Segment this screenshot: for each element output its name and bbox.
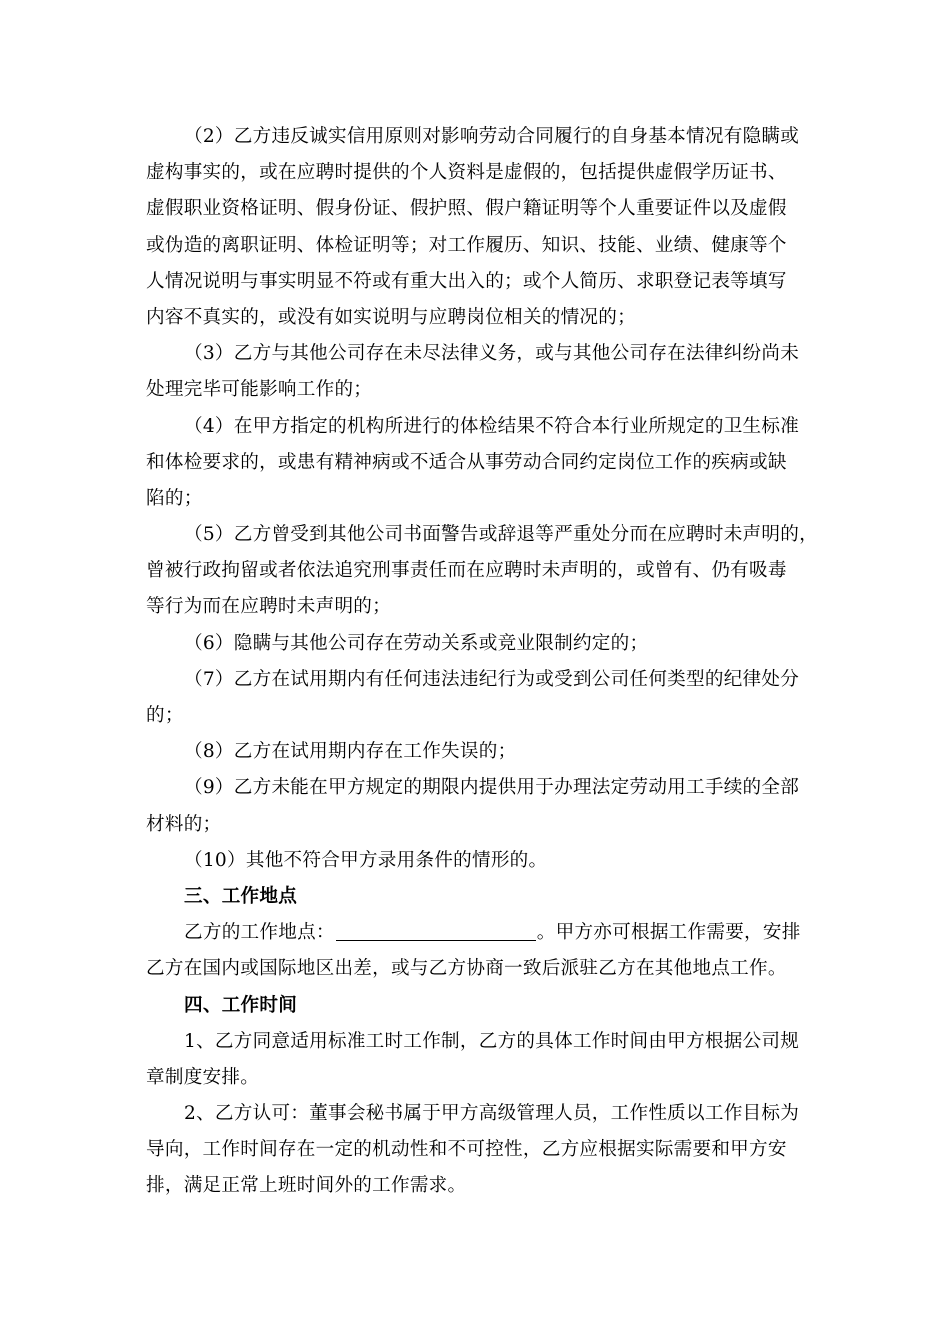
paragraph-line: 等行为而在应聘时未声明的； (146, 596, 391, 618)
work-location-text: 。甲方亦可根据工作需要，安排 (536, 922, 801, 944)
work-location-blank (336, 920, 536, 941)
paragraph-line: 处理完毕可能影响工作的； (146, 379, 373, 401)
paragraph-line: 导向，工作时间存在一定的机动性和不可控性，乙方应根据实际需要和甲方安 (146, 1139, 787, 1161)
section-heading-work-location: 三、工作地点 (184, 885, 298, 907)
paragraph-line: （7）乙方在试用期内有任何违法违纪行为或受到公司任何类型的纪律处分 (184, 668, 800, 690)
paragraph-line: （3）乙方与其他公司存在未尽法律义务，或与其他公司存在法律纠纷尚未 (184, 343, 800, 365)
paragraph-line: （6）隐瞒与其他公司存在劳动关系或竞业限制约定的； (184, 632, 649, 654)
paragraph-line: （9）乙方未能在甲方规定的期限内提供用于办理法定劳动用工手续的全部 (184, 777, 800, 799)
paragraph-line: 内容不真实的，或没有如实说明与应聘岗位相关的情况的； (146, 306, 636, 328)
paragraph-line: 虚假职业资格证明、假身份证、假护照、假户籍证明等个人重要证件以及虚假 (146, 198, 787, 220)
section-heading-work-hours: 四、工作时间 (184, 994, 298, 1016)
document-body (146, 119, 818, 1205)
paragraph-line: 材料的； (146, 813, 222, 835)
paragraph-line: 人情况说明与事实明显不符或有重大出入的；或个人简历、求职登记表等填写 (146, 270, 787, 292)
paragraph-line: 或伪造的离职证明、体检证明等；对工作履历、知识、技能、业绩、健康等个 (146, 234, 787, 256)
paragraph-line: 章制度安排。 (146, 1066, 260, 1088)
paragraph-line: （4）在甲方指定的机构所进行的体检结果不符合本行业所规定的卫生标准 (184, 415, 800, 437)
paragraph-line: 陷的； (146, 487, 203, 509)
paragraph-line: （8）乙方在试用期内存在工作失误的； (184, 741, 517, 763)
paragraph-line: （2）乙方违反诚实信用原则对影响劳动合同履行的自身基本情况有隐瞒或 (184, 126, 800, 147)
paragraph-line: 2、乙方认可：董事会秘书属于甲方高级管理人员，工作性质以工作目标为 (184, 1103, 800, 1125)
paragraph-line: 的； (146, 705, 184, 726)
paragraph-line: 乙方在国内或国际地区出差，或与乙方协商一致后派驻乙方在其他地点工作。 (146, 958, 787, 980)
paragraph-line: 1、乙方同意适用标准工时工作制，乙方的具体工作时间由甲方根据公司规 (184, 1030, 800, 1052)
work-location-line (146, 915, 806, 951)
paragraph-line: 和体检要求的，或患有精神病或不适合从事劳动合同约定岗位工作的疾病或缺 (146, 451, 787, 473)
paragraph-line: 排，满足正常上班时间外的工作需求。 (146, 1175, 467, 1197)
paragraph-line: 虚构事实的，或在应聘时提供的个人资料是虚假的，包括提供虚假学历证书、 (146, 162, 787, 184)
paragraph-line: （5）乙方曾受到其他公司书面警告或辞退等严重处分而在应聘时未声明的， (184, 524, 818, 546)
paragraph-line: （10）其他不符合甲方录用条件的情形的。 (184, 849, 548, 871)
paragraph-line: 曾被行政拘留或者依法追究刑事责任而在应聘时未声明的，或曾有、仍有吸毒 (146, 560, 787, 582)
work-location-label: 乙方的工作地点： (184, 922, 335, 944)
